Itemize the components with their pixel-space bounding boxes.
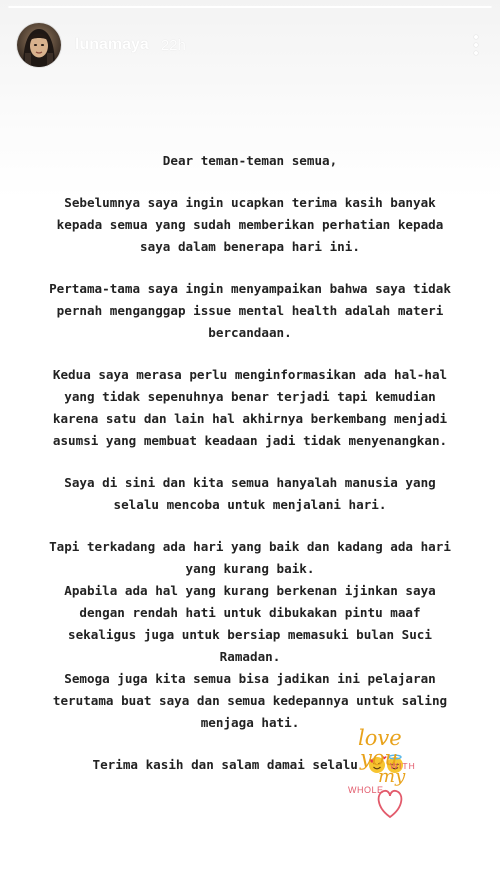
letter-closing-text: Terima kasih dan salam damai selalu: [92, 757, 358, 772]
sticker-word-you: you: [360, 746, 399, 770]
letter-paragraph-2: [12, 278, 488, 344]
sticker-word-my: my: [378, 766, 406, 787]
letter-paragraph-4: [12, 472, 488, 516]
letter-line: Saya di sini dan kita semua hanyalah manusia yang: [64, 475, 436, 490]
letter-line: Pertama-tama saya ingin menyampaikan bahwa saya tidak: [49, 281, 451, 296]
menu-dot: [474, 35, 478, 39]
story-timestamp: 22h: [160, 36, 186, 54]
letter-line: saya dalam benerapa hari ini.: [140, 239, 360, 254]
letter-line: Ramadan.: [219, 649, 281, 664]
letter-line: yang tidak sepenuhnya benar terjadi tapi kemudian: [64, 389, 436, 404]
heart-icon: [346, 727, 428, 823]
letter-line: menjaga hati.: [200, 715, 300, 730]
sticker-word-with: WITH: [390, 761, 416, 771]
letter-line: dengan rendah hati untuk dibukakan pintu maaf: [79, 605, 421, 620]
story-header: [17, 22, 483, 68]
letter-line: kepada semua yang sudah memberikan perhatian kepada: [56, 217, 444, 232]
more-vertical-icon[interactable]: [469, 31, 483, 59]
story-progress-fill: [8, 6, 492, 8]
avatar[interactable]: [17, 23, 61, 67]
letter-greeting: [12, 150, 488, 172]
letter-line: selalu mencoba untuk menjalani hari.: [113, 497, 387, 512]
letter-line: Sebelumnya saya ingin ucapkan terima kasih banyak: [64, 195, 436, 210]
sticker-word-whole: WHOLE: [348, 785, 384, 795]
avatar-image: [17, 23, 61, 67]
menu-dot: [474, 51, 478, 55]
letter-paragraph-1: [12, 192, 488, 258]
love-you-sticker[interactable]: [346, 727, 428, 823]
letter-line: karena satu dan lain hal akhirnya berkembang menjadi: [52, 411, 448, 426]
letter-line: terutama buat saya dan semua kedepannya untuk saling: [52, 693, 448, 708]
letter-line: pernah menganggap issue mental health adalah materi: [56, 303, 444, 318]
letter-line: bercandaan.: [208, 325, 292, 340]
letter-line: Kedua saya merasa perlu menginformasikan ada hal-hal: [52, 367, 448, 382]
story-username[interactable]: lunamaya: [75, 36, 149, 53]
letter-line: yang kurang baik.: [185, 561, 315, 576]
letter-line: Tapi terkadang ada hari yang baik dan kadang ada hari: [49, 539, 451, 554]
letter-paragraph-5: [12, 536, 488, 734]
story-progress-bar: [8, 6, 492, 8]
letter-line: asumsi yang membuat keadaan jadi tidak menyenangkan.: [52, 433, 448, 448]
sticker-word-love: love: [358, 727, 402, 750]
story-letter-text: [12, 150, 488, 776]
menu-dot: [474, 43, 478, 47]
letter-paragraph-3: [12, 364, 488, 452]
letter-line: Apabila ada hal yang kurang berkenan ijinkan saya: [64, 583, 436, 598]
letter-line: Semoga juga kita semua bisa jadikan ini pelajaran: [64, 671, 436, 686]
letter-line: sekaligus juga untuk bersiap memasuki bulan Suci: [68, 627, 432, 642]
letter-line: Dear teman-teman semua,: [162, 153, 338, 168]
